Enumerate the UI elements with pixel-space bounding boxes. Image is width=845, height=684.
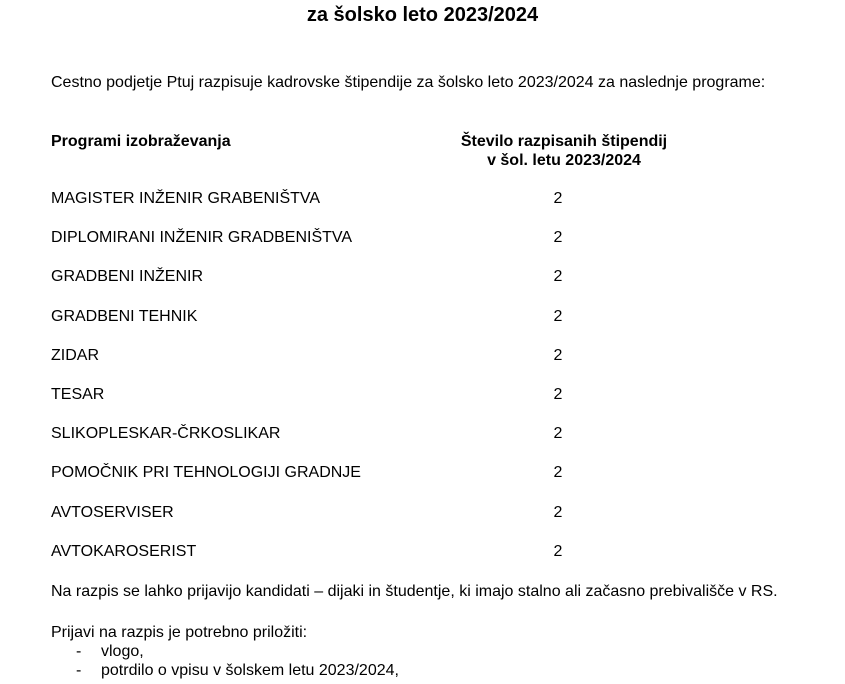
program-name: DIPLOMIRANI INŽENIR GRADBENIŠTVA [51, 229, 353, 247]
table-row [0, 225, 845, 264]
program-name: SLIKOPLESKAR-ČRKOSLIKAR [51, 425, 281, 443]
table-row [0, 460, 845, 499]
attachments-intro: Prijavi na razpis je potrebno priložiti: [51, 624, 308, 641]
program-name: ZIDAR [51, 346, 99, 364]
table-row [0, 264, 845, 303]
count-header-line-1: Število razpisanih štipendij [460, 133, 668, 150]
scholarship-count-column-header [428, 132, 700, 170]
attachment-text: potrdilo o vpisu v šolskem letu 2023/2024, [101, 662, 399, 679]
count-header-line-2: v šol. letu 2023/2024 [487, 152, 641, 169]
scholarship-count: 2 [553, 542, 563, 560]
attachments-list [0, 642, 845, 680]
scholarship-count: 2 [553, 190, 563, 207]
table-row [0, 539, 845, 578]
document-title: za šolsko leto 2023/2024 [306, 4, 539, 26]
scholarship-count: 2 [553, 503, 563, 521]
scholarship-count: 2 [553, 268, 563, 286]
scholarship-count: 2 [553, 385, 563, 403]
list-bullet: - [76, 643, 82, 660]
program-name: GRADBENI TEHNIK [51, 307, 198, 325]
program-name: MAGISTER INŽENIR GRABENIŠTVA [51, 190, 321, 207]
scholarship-count: 2 [553, 307, 563, 325]
program-name: POMOČNIK PRI TEHNOLOGIJI GRADNJE [51, 464, 361, 482]
list-bullet: - [76, 662, 82, 679]
programs-column-header: Programi izobraževanja [51, 133, 231, 150]
table-row [0, 421, 845, 460]
table-row [0, 343, 845, 382]
list-item [0, 642, 845, 661]
scholarship-count: 2 [553, 346, 563, 364]
intro-paragraph: Cestno podjetje Ptuj razpisuje kadrovske štipendije za šolsko leto 2023/2024 za naslednje programe: [51, 74, 766, 91]
scholarship-count: 2 [553, 229, 563, 247]
table-row [0, 382, 845, 421]
table-row [0, 500, 845, 539]
program-name: TESAR [51, 385, 105, 403]
eligibility-paragraph: Na razpis se lahko prijavijo kandidati – dijaki in študentje, ki imajo stalno ali začasno prebivališče v RS. [51, 583, 778, 600]
scholarship-count: 2 [553, 464, 563, 482]
table-row [0, 186, 845, 225]
program-name: GRADBENI INŽENIR [51, 268, 204, 286]
program-name: AVTOKAROSERIST [51, 542, 197, 560]
program-name: AVTOSERVISER [51, 503, 174, 521]
attachment-text: vlogo, [101, 643, 144, 660]
table-row [0, 304, 845, 343]
list-item [0, 661, 845, 680]
programs-table [0, 186, 845, 578]
scholarship-count: 2 [553, 425, 563, 443]
